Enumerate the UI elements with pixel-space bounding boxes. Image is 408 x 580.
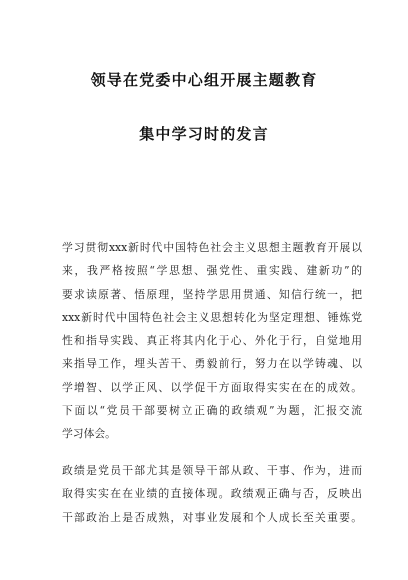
paragraph-line: 干部政治上是否成熟，对事业发展和个人成长至关重要。 [62, 510, 362, 524]
paragraph-line: 来指导工作，埋头苦干、勇毅前行，努力在以学铸魂、以 [62, 357, 362, 371]
document-title-line-1: 领导在党委中心组开展主题教育 [90, 71, 318, 89]
paragraph-line: 要求读原著、悟原理，坚持学思用贯通、知信行统一，把 [62, 287, 362, 301]
paragraph-line: 下面以“党员干部要树立正确的政绩观”为题，汇报交流 [62, 404, 362, 418]
body-paragraph-2 [62, 459, 362, 529]
paragraph-line: 学增智、以学正风、以学促干方面取得实实在在的成效。 [62, 380, 362, 394]
paragraph-line: xxx新时代中国特色社会主义思想转化为坚定理想、锤炼党 [62, 310, 362, 324]
paragraph-line: 学习体会。 [62, 427, 116, 441]
document-title-line-2: 集中学习时的发言 [139, 125, 269, 143]
paragraph-line: 取得实实在在业绩的直接体现。政绩观正确与否，反映出 [62, 487, 362, 501]
paragraph-line: 政绩是党员干部尤其是领导干部从政、干事、作为，进而 [62, 464, 362, 477]
body-paragraph-1 [62, 236, 362, 446]
paragraph-line: 性和指导实践、真正将其内化于心、外化于行，自觉地用 [62, 334, 362, 348]
paragraph-line: 学习贯彻xxx新时代中国特色社会主义思想主题教育开展以 [62, 241, 362, 254]
paragraph-line: 来，我严格按照“学思想、强党性、重实践、建新功”的 [62, 264, 362, 278]
